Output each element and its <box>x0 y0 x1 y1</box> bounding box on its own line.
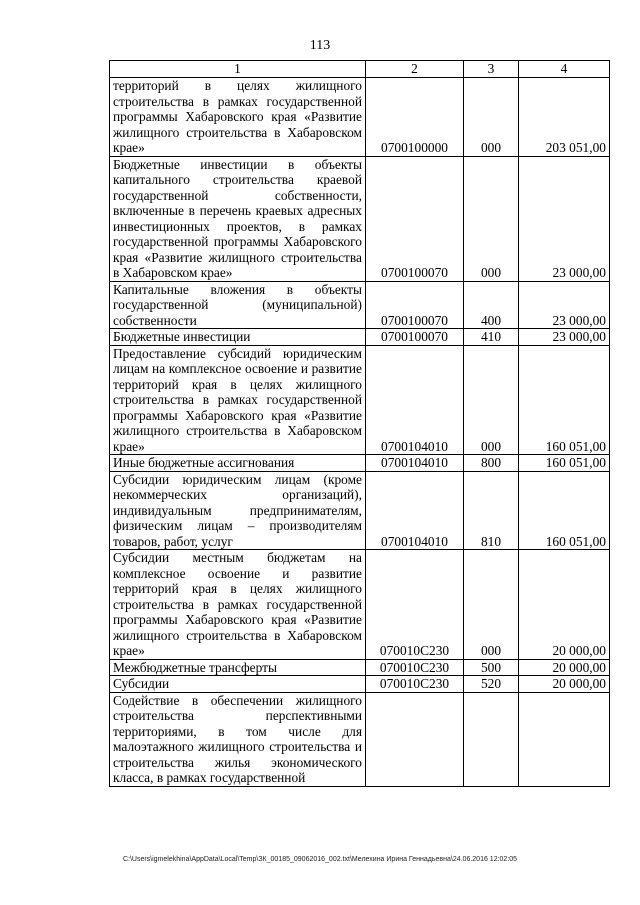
row-amount: 160 051,00 <box>519 455 610 472</box>
budget-table <box>109 60 610 787</box>
row-type: 000 <box>464 345 519 455</box>
row-name: Межбюджетные трансферты <box>110 659 366 676</box>
row-name: территорий в целях жилищного строительства в рамках государственной программы Хабаровского края «Развитие жилищного строительства в Хабаровском крае» <box>110 78 366 157</box>
row-amount: 203 051,00 <box>519 78 610 157</box>
row-type: 410 <box>464 329 519 346</box>
row-type: 000 <box>464 156 519 281</box>
table-header-row <box>110 61 610 78</box>
row-type: 000 <box>464 550 519 660</box>
row-name: Бюджетные инвестиции в объекты капитального строительства краевой государственной собственности, включенные в перечень краевых адресных инвестиционных проектов, в рамках государственной программы Хабаровского края «Развитие жилищного строительства в Хабаровском крае» <box>110 156 366 281</box>
column-header-3: 3 <box>464 61 519 78</box>
row-type: 810 <box>464 471 519 550</box>
table-row <box>110 550 610 660</box>
document-path-footer: C:\Users\igmelekhina\AppData\Local\Temp\ЗК_00185_09062016_002.txt\Мелехина Ирина Геннадьевна\24.06.2016 12:02:05 <box>122 856 518 863</box>
row-code: 0700100000 <box>366 78 464 157</box>
row-type: 400 <box>464 281 519 329</box>
row-type <box>464 692 519 786</box>
row-type: 800 <box>464 455 519 472</box>
row-amount: 23 000,00 <box>519 329 610 346</box>
row-name: Капитальные вложения в объекты государственной (муниципальной) собственности <box>110 281 366 329</box>
row-code: 0700104010 <box>366 471 464 550</box>
table-body <box>110 78 610 787</box>
row-name: Субсидии юридическим лицам (кроме некоммерческих организаций), индивидуальным предпринимателям, физическим лицам – производителям товаров, работ, услуг <box>110 471 366 550</box>
table-row <box>110 329 610 346</box>
table-row <box>110 659 610 676</box>
row-code: 0700104010 <box>366 345 464 455</box>
row-code: 0700100070 <box>366 156 464 281</box>
row-name: Субсидии местным бюджетам на комплексное освоение и развитие территорий края в целях жилищного строительства в рамках государственной программы Хабаровского края «Развитие жилищного строительства в Хабаровском крае» <box>110 550 366 660</box>
column-header-1: 1 <box>110 61 366 78</box>
row-name: Содействие в обеспечении жилищного строительства перспективными территориями, в том числе для малоэтажного жилищного строительства и строительства жилья экономического класса, в рамках государственной <box>110 692 366 786</box>
table-row <box>110 692 610 786</box>
row-amount: 160 051,00 <box>519 471 610 550</box>
table-row <box>110 156 610 281</box>
row-type: 000 <box>464 78 519 157</box>
table-row <box>110 471 610 550</box>
row-amount: 20 000,00 <box>519 676 610 693</box>
row-code: 070010С230 <box>366 659 464 676</box>
row-amount <box>519 692 610 786</box>
page-number: 113 <box>309 38 331 53</box>
row-type: 520 <box>464 676 519 693</box>
table-row <box>110 345 610 455</box>
row-amount: 23 000,00 <box>519 281 610 329</box>
row-code: 0700104010 <box>366 455 464 472</box>
row-amount: 160 051,00 <box>519 345 610 455</box>
table-row <box>110 676 610 693</box>
table-row <box>110 455 610 472</box>
row-name: Предоставление субсидий юридическим лицам на комплексное освоение и развитие территорий края в целях жилищного строительства в рамках государственной программы Хабаровского края «Развитие жилищного строительства в Хабаровском крае» <box>110 345 366 455</box>
row-type: 500 <box>464 659 519 676</box>
row-code: 0700100070 <box>366 281 464 329</box>
table-row <box>110 281 610 329</box>
table-header <box>110 61 610 78</box>
row-name: Иные бюджетные ассигнования <box>110 455 366 472</box>
column-header-4: 4 <box>519 61 610 78</box>
row-code: 070010С230 <box>366 550 464 660</box>
row-code: 070010С230 <box>366 676 464 693</box>
row-amount: 23 000,00 <box>519 156 610 281</box>
row-amount: 20 000,00 <box>519 659 610 676</box>
row-name: Субсидии <box>110 676 366 693</box>
column-header-2: 2 <box>366 61 464 78</box>
table-row <box>110 78 610 157</box>
row-amount: 20 000,00 <box>519 550 610 660</box>
row-name: Бюджетные инвестиции <box>110 329 366 346</box>
row-code <box>366 692 464 786</box>
row-code: 0700100070 <box>366 329 464 346</box>
